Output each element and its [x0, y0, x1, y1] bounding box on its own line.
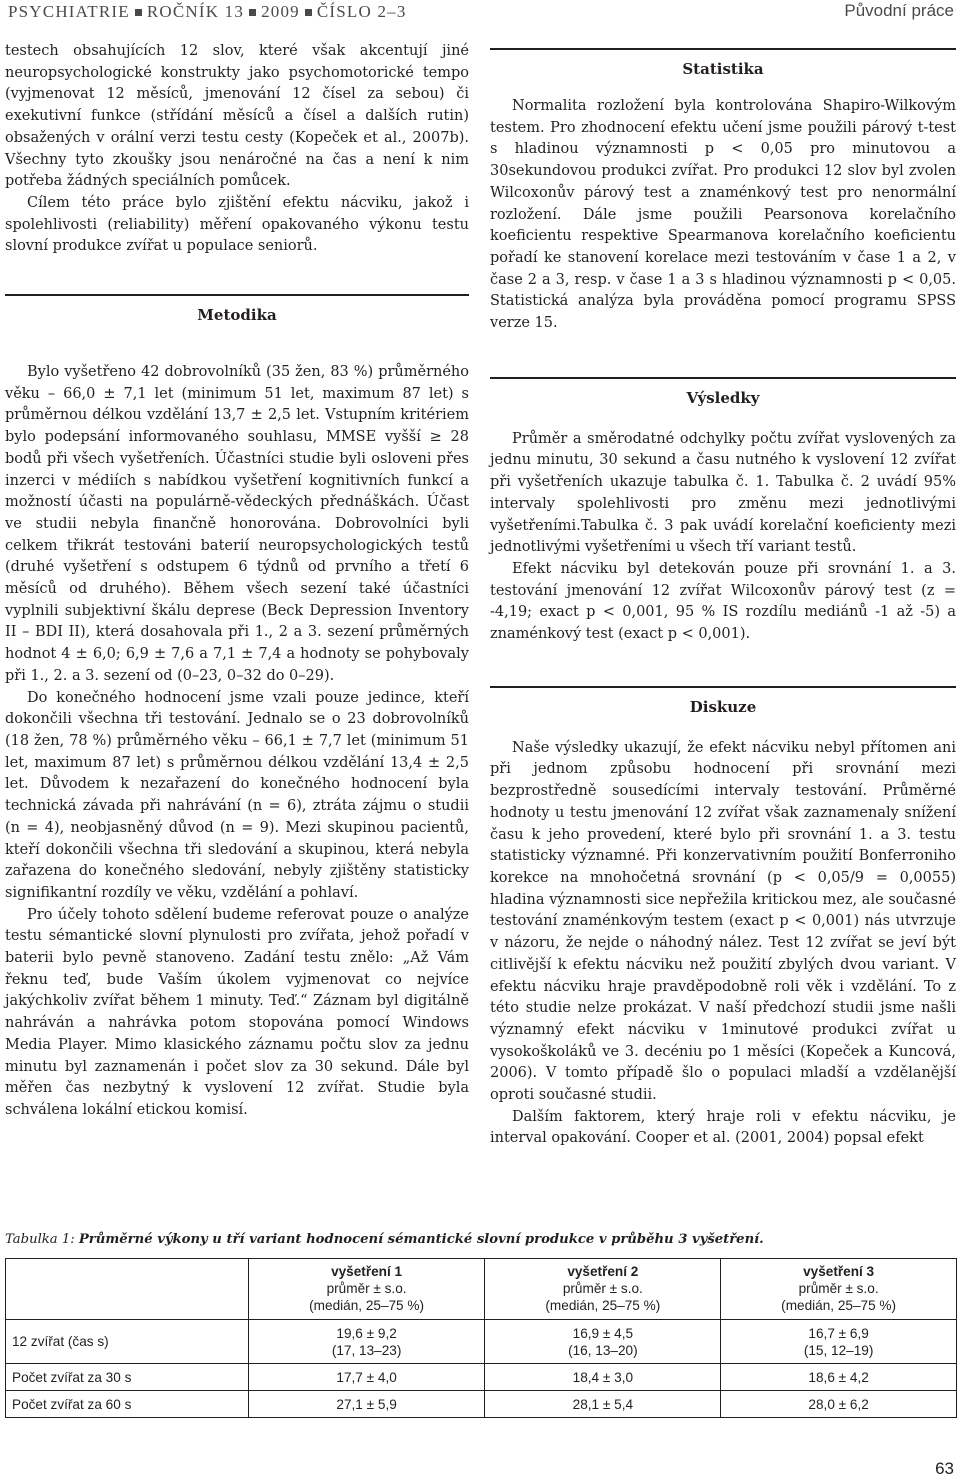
discussion-heading-text: Diskuze: [689, 697, 757, 716]
table-header-cell: [485, 1259, 721, 1320]
results-paragraph: Efekt nácviku byl detekován pouze při srovnání 1. a 3. testování jmenování 12 zvířat Wilcoxonův párový test (z = -4,19; exact p < 0,001, 95 % IS rozdílu mediánů -1 až -5) a znaménkový test (exact p < 0,001).: [490, 560, 956, 643]
column-subtitle: (medián, 25–75 %): [781, 1298, 897, 1313]
statistics-heading: [490, 48, 956, 84]
results-heading: [490, 377, 956, 413]
left-column: [5, 41, 469, 1122]
results-heading-text: Výsledky: [686, 388, 760, 407]
table-cell: [721, 1320, 957, 1364]
journal-issue: ČÍSLO 2–3: [316, 2, 407, 21]
table-corner-cell: [6, 1259, 249, 1320]
methods-paragraph: Pro účely tohoto sdělení budeme referovat pouze o analýze testu sémantické slovní plynulosti pro zvířata, jehož pořadí v baterii bylo pevně stanoveno. Zadání testu znělo: „Až Vám řeknu teď, bude Vaším úkolem vyjmenovat co nejvíce jakýchkoliv zvířat během 1 minuty. Teď.“ Záznam byl digitálně nahráván a nahrávka potom stopována pomocí Windows Media Player. Mimo klasického záznamu počtu slov za jednu minutu byl zaznamenán i počet slov za 30 sekund. Dále byl měřen čas nezbytný k vyslovení 12 zvířat. Studie byla schválena lokální etickou komisí.: [5, 906, 469, 1118]
heading-rule: [490, 377, 956, 379]
column-subtitle: průměr ± s.o.: [326, 1281, 407, 1296]
methods-paragraph: Bylo vyšetřeno 42 dobrovolníků (35 žen, 83 %) průměrného věku – 66,0 ± 7,1 let (minimum 51 let, maximum 87 let) s průměrnou délkou vzdělání 13,7 ± 2,5 let. Vstupním kritériem bylo podepsání informovaného souhlasu, MMSE vyšší ≥ 28 bodů při všech vyšetřeních. Účastníci studie byli osloveni přes inzerci v médiích s nabídkou vyšetření kognitivních funkcí a možností účasti na populárně-vědeckých přednáškách. Účast ve studii nebyla finančně honorována. Dobrovolníci byli celkem třikrát testováni baterií neuropsychologických testů (druhé vyšetření s odstupem 6 týdnů od prvního a třetí 6 měsíců od druhého). Během všech sezení také účastníci vyplnili subjektivní škálu deprese (Beck Depression Inventory II – BDI II), která dosahovala při 1., 2 a 3. sezení průměrných hodnot 4 ± 6,0; 6,9 ± 7,6 a 7,1 ± 7,4 a hodnoty se pohybovaly při 1., 2. a 3. sezení od (0–23, 0–32 do 0–29).: [5, 364, 469, 684]
separator-square-icon: [305, 9, 312, 16]
table-cell: 17,7 ± 4,0: [248, 1364, 485, 1391]
cell-median: (16, 13–20): [568, 1342, 638, 1358]
discussion-heading: [490, 686, 956, 722]
row-label: Počet zvířat za 60 s: [6, 1391, 249, 1418]
cell-mean: 19,6 ± 9,2: [336, 1325, 397, 1341]
table-cell: 18,6 ± 4,2: [721, 1364, 957, 1391]
column-title: vyšetření 3: [803, 1264, 875, 1279]
results-paragraph: Průměr a směrodatné odchylky počtu zvířat vyslovených za jednu minutu, 30 sekund a času nutného k vyslovení 12 zvířat při vyšetřeních ukazuje tabulka č. 1. Tabulka č. 2 uvádí 95% intervaly spolehlivosti pro změnu mezi jednotlivými vyšetřeními.Tabulka č. 3 pak uvádí korelační koeficienty mezi jednotlivými vyšetřeními u všech tří variant testů.: [490, 430, 956, 556]
intro-paragraph: testech obsahujících 12 slov, které však akcentují jiné neuropsychologické konstrukty jako psychomotorické tempo (vyjmenovat 12 měsíců, jmenování 12 čísel za sebou) či exekutivní funkce (střídání měsíců a čísel a dalších rutin) obsažených v orální verzi testu cesty (Kopeček et al., 2007b). Všechny tyto zkoušky jsou nenáročné na čas a není k nim potřeba žádných speciálních pomůcek.: [5, 43, 469, 190]
table-row: [6, 1391, 957, 1418]
table-cell: 28,0 ± 6,2: [721, 1391, 957, 1418]
journal-year: 2009: [261, 2, 300, 21]
table-cell: 27,1 ± 5,9: [248, 1391, 485, 1418]
methods-heading-text: Metodika: [197, 306, 277, 325]
table-caption-prefix: Tabulka 1:: [5, 1232, 75, 1247]
column-title: vyšetření 2: [567, 1264, 639, 1279]
article-type: Původní práce: [844, 1, 954, 20]
table-header-row: [6, 1259, 957, 1320]
methods-paragraph: Do konečného hodnocení jsme vzali pouze jedince, kteří dokončili všechna tři testování. Jednalo se o 23 dobrovolníků (18 žen, 78 %) průměrného věku – 66,1 ± 7,7 let (minimum 51 let, maximum 87 let) s průměrnou délkou vzdělání 13,4 ± 2,5 let. Důvodem k nezařazení do konečného hodnocení byla technická závada při nahrávání (n = 6), ztráta zájmu o studii (n = 4), neobjasněný důvod (n = 9). Mezi skupinou pacientů, kteří dokončili všechna tři sledování a skupinou, která nebyla zařazena do konečného sledování, nebyly zjištěny statisticky signifikantní rozdíly ve věku, vzdělání a pohlaví.: [5, 689, 469, 901]
table-cell: 18,4 ± 3,0: [485, 1364, 721, 1391]
page-number: 63: [935, 1459, 954, 1478]
row-label: 12 zvířat (čas s): [6, 1320, 249, 1364]
journal-volume: ROČNÍK 13: [146, 2, 245, 21]
column-subtitle: (medián, 25–75 %): [545, 1298, 661, 1313]
cell-median: (17, 13–23): [331, 1342, 402, 1358]
row-label: Počet zvířat za 30 s: [6, 1364, 249, 1391]
table-cell: 28,1 ± 5,4: [485, 1391, 721, 1418]
heading-rule: [5, 294, 469, 296]
journal-name: PSYCHIATRIE: [8, 2, 130, 21]
methods-heading: [5, 294, 469, 330]
table-cell: [485, 1320, 721, 1364]
cell-mean: 16,9 ± 4,5: [572, 1325, 634, 1341]
cell-median: (15, 12–19): [803, 1342, 874, 1358]
discussion-paragraph: Naše výsledky ukazují, že efekt nácviku nebyl přítomen ani při jednom způsobu hodnocení při srovnání mezi bezprostředně sousedícími intervaly testování. Průměrné hodnoty u testu jmenování 12 zvířat však zaznamenaly snížení času k jeho provedení, které bylo při srovnání 1. a 3. testu statisticky významné. Při konzervativním použití Bonferroniho korekce na mnohočetná srovnání (p < 0,05/9 = 0,0055) hladina významnosti sice nepřežila kritickou mez, ale současné testování znaménkovým testem (exact p < 0,001) nás utvrzuje v názoru, že nejde o náhodný nález. Test 12 zvířat se jeví být citlivější k efektu nácviku než použití zbylých dvou variant. V efektu nácviku hraje pravděpodobně roli věk i vzdělání. To z této studie nelze prokázat. V naší předchozí studii jsme našli významný efekt nácviku v 1minutové produkci zvířat u vysokoškoláků ve 3. decéniu po 1 měsíci (Kopeček a Kuncová, 2006). V tomto případě šlo o populaci mladší a vzdělanější oproti současné studii.: [490, 739, 956, 1104]
column-subtitle: průměr ± s.o.: [798, 1281, 879, 1296]
table-header-cell: [721, 1259, 957, 1320]
table-caption-title: Průměrné výkony u tří variant hodnocení sémantické slovní produkce v průběhu 3 vyšetření.: [78, 1232, 764, 1247]
right-column: [490, 96, 956, 1150]
table-row: [6, 1364, 957, 1391]
cell-mean: 16,7 ± 6,9: [808, 1325, 869, 1341]
results-table: [5, 1258, 957, 1418]
table-row: [6, 1320, 957, 1364]
statistics-heading-text: Statistika: [682, 60, 764, 78]
separator-square-icon: [135, 9, 142, 16]
table-1: [5, 1232, 957, 1418]
table-header-cell: [248, 1259, 485, 1320]
journal-masthead: [8, 2, 407, 22]
table-caption: [5, 1232, 957, 1247]
column-title: vyšetření 1: [331, 1264, 403, 1279]
running-head: [0, 0, 960, 24]
column-subtitle: průměr ± s.o.: [562, 1281, 643, 1296]
separator-square-icon: [249, 9, 256, 16]
column-subtitle: (medián, 25–75 %): [309, 1298, 425, 1313]
heading-rule: [490, 48, 956, 50]
statistics-paragraph: Normalita rozložení byla kontrolována Shapiro-Wilkovým testem. Pro zhodnocení efektu učení jsme použili párový t-test s hladinou významnosti p < 0,05 pro minutovou a 30sekundovou produkci zvířat. Pro produkci 12 slov byl zvolen Wilcoxonův párový test a znaménkový test pro nenormální rozložení. Dále jsme použili Pearsonova korelačního koeficientu respektive Spearmanova korelačního koeficientu pořadí ke stanovení korelace mezi testováním v čase 1 a 2, v čase 2 a 3, resp. v čase 1 a 3 s hladinou významnosti p < 0,05. Statistická analýza byla prováděna pomocí programu SPSS verze 15.: [490, 98, 956, 332]
table-cell: [248, 1320, 485, 1364]
aim-paragraph: Cílem této práce bylo zjištění efektu nácviku, jakož i spolehlivosti (reliability) měření opakovaného výkonu testu slovní produkce zvířat u populace seniorů.: [5, 194, 469, 255]
heading-rule: [490, 686, 956, 688]
discussion-paragraph: Dalším faktorem, který hraje roli v efektu nácviku, je interval opakování. Cooper et al. (2001, 2004) popsal efekt: [490, 1108, 956, 1147]
